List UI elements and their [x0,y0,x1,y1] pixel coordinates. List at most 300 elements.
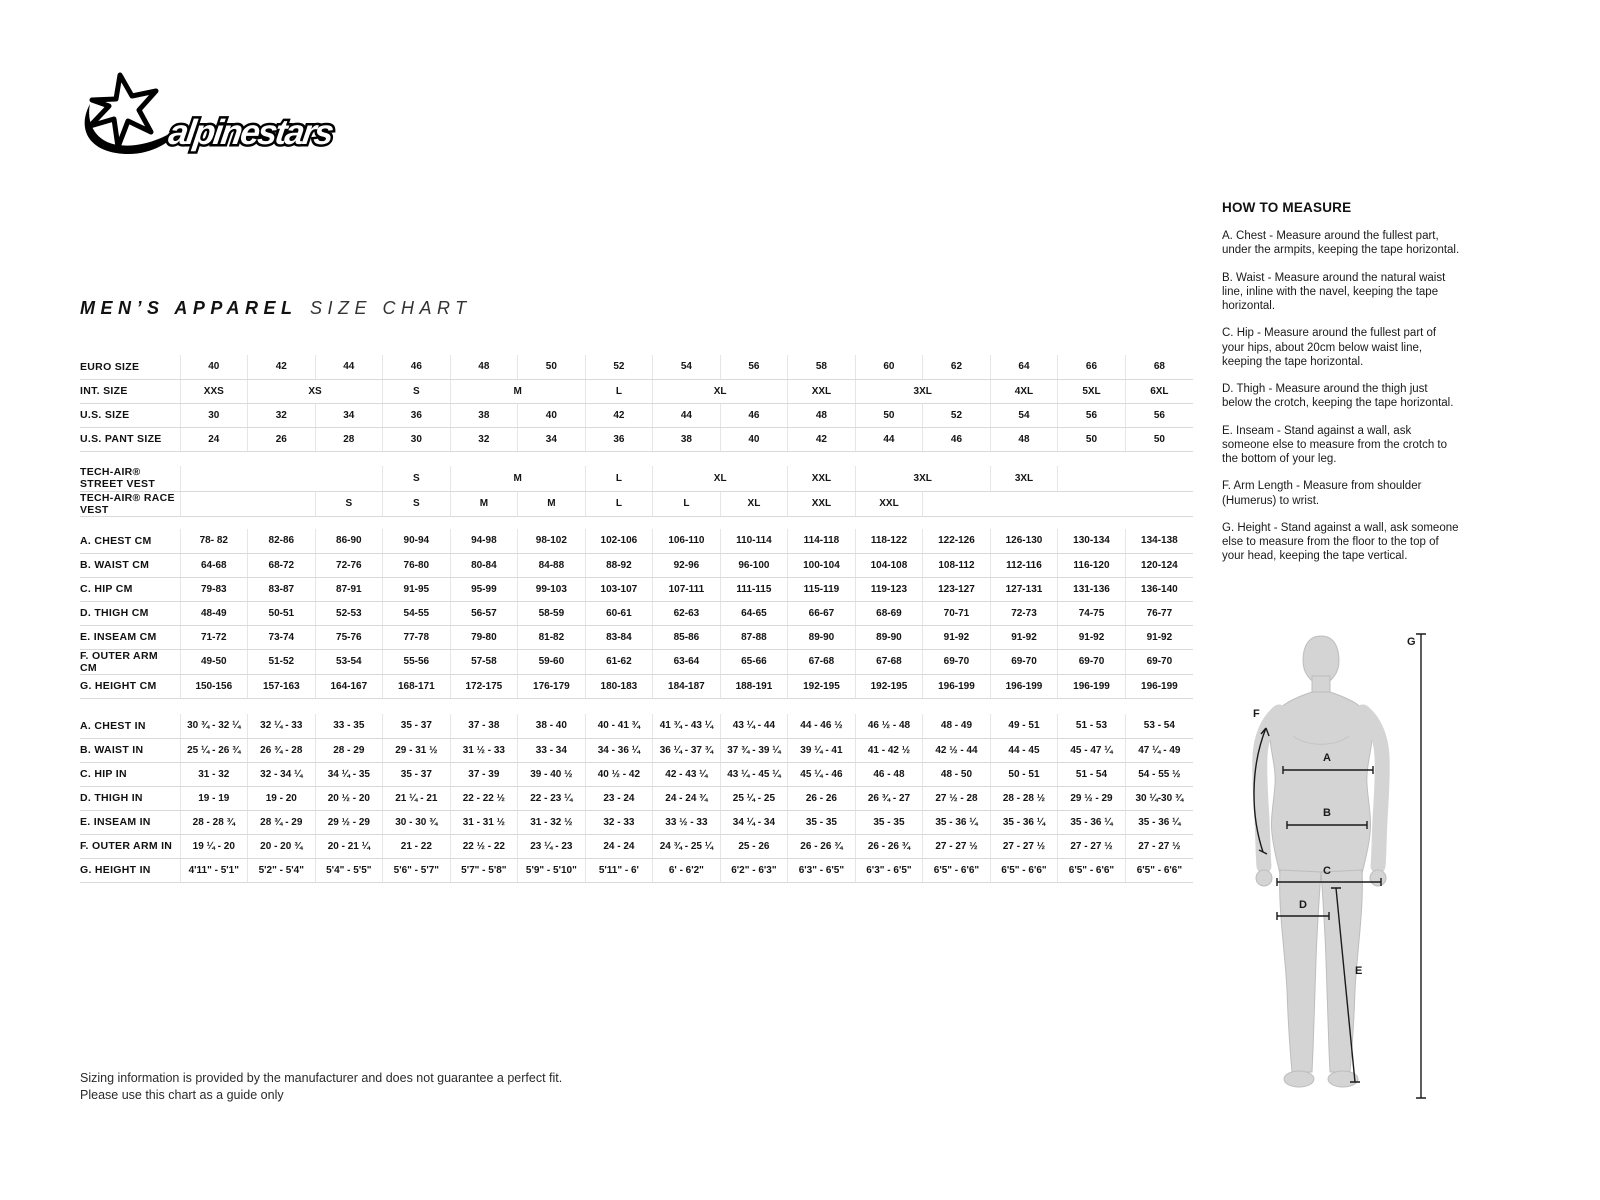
size-cell: 89-90 [855,625,923,649]
size-cell: 46 - 48 [855,762,923,786]
size-cell: 32 ¼ - 33 [248,714,316,738]
size-cell: 30 ¼-30 ¾ [1125,786,1193,810]
size-cell: 5'9" - 5'10" [518,858,586,882]
size-cell: 30 [180,403,248,427]
size-cell: 48 [788,403,856,427]
size-cell: M [450,379,585,403]
size-cell: 49 - 51 [990,714,1058,738]
size-cell: 36 [383,403,451,427]
size-cell: 164-167 [315,674,383,698]
size-cell: 35 - 36 ¼ [923,810,991,834]
row-label: E. INSEAM IN [80,810,180,834]
size-cell: 56-57 [450,601,518,625]
label-height: G [1407,636,1416,648]
size-cell: 102-106 [585,529,653,553]
empty-cell [923,491,1193,516]
size-cell: 64-65 [720,601,788,625]
wordmark [166,113,336,152]
size-cell: 6'5" - 6'6" [1125,858,1193,882]
size-cell: 33 ½ - 33 [653,810,721,834]
size-cell: 72-76 [315,553,383,577]
size-cell: 46 [923,427,991,451]
size-cell: 69-70 [990,649,1058,674]
size-cell: 126-130 [990,529,1058,553]
table-row [80,649,1193,674]
size-cell: 42 [788,427,856,451]
label-arm: F [1253,708,1260,720]
size-cell: 80-84 [450,553,518,577]
disclaimer [80,1070,562,1104]
size-cell: 28 - 29 [315,738,383,762]
size-cell: XXL [788,466,856,491]
size-cell: 107-111 [653,577,721,601]
row-label: TECH-AIR® STREET VEST [80,466,180,491]
how-to-measure-heading: HOW TO MEASURE [1222,200,1352,215]
size-cell: 6' - 6'2" [653,858,721,882]
size-cell: 131-136 [1058,577,1126,601]
measure-instruction: D. Thigh - Measure around the thigh just below the crotch, keeping the tape horizontal. [1222,383,1454,410]
size-cell: 196-199 [990,674,1058,698]
size-cell: XXL [788,491,856,516]
size-cell: 65-66 [720,649,788,674]
size-cell: 6'5" - 6'6" [990,858,1058,882]
size-cell: 43 ¼ - 44 [720,714,788,738]
size-cell: 110-114 [720,529,788,553]
table-row [80,427,1193,451]
size-cell: 31 - 32 [180,762,248,786]
size-cell: L [585,466,653,491]
size-cell: 69-70 [1058,649,1126,674]
row-label: EURO SIZE [80,355,180,379]
size-cell: 35 - 35 [788,810,856,834]
measure-instruction: A. Chest - Measure around the fullest part, under the armpits, keeping the tape horizontal. [1222,230,1460,257]
size-cell: 114-118 [788,529,856,553]
size-cell: 19 - 19 [180,786,248,810]
row-label: D. THIGH IN [80,786,180,810]
measure-instruction: C. Hip - Measure around the fullest part of your hips, about 20cm below waist line, keeping the tape horizontal. [1222,327,1437,368]
size-cell: 92-96 [653,553,721,577]
size-cell: 39 ¼ - 41 [788,738,856,762]
size-cell: 111-115 [720,577,788,601]
size-cell: 27 ½ - 28 [923,786,991,810]
label-thigh: D [1299,899,1307,911]
size-cell: 70-71 [923,601,991,625]
size-cell: 60 [855,355,923,379]
size-cell: 54 [990,403,1058,427]
measure-instruction: G. Height - Stand against a wall, ask someone else to measure from the floor to the top of your head, keeping the tape vertical. [1222,521,1459,563]
size-cell: 6'3" - 6'5" [788,858,856,882]
size-cell: 73-74 [248,625,316,649]
size-cell: 50 [855,403,923,427]
size-cell: 81-82 [518,625,586,649]
size-cell: 56 [1125,403,1193,427]
size-cell: 52 [585,355,653,379]
size-cell: 58-59 [518,601,586,625]
size-cell: 99-103 [518,577,586,601]
size-cell: 33 - 34 [518,738,586,762]
size-cell: 119-123 [855,577,923,601]
size-cell: 68-69 [855,601,923,625]
size-cell: M [450,466,585,491]
size-cell: 52-53 [315,601,383,625]
table-row [80,379,1193,403]
size-cell: 3XL [990,466,1058,491]
size-cell: S [383,491,451,516]
size-cell: 48 [990,427,1058,451]
size-cell: 112-116 [990,553,1058,577]
row-label: G. HEIGHT CM [80,674,180,698]
size-cell: 37 - 38 [450,714,518,738]
size-cell: 50 [1058,427,1126,451]
size-cell: 46 ½ - 48 [855,714,923,738]
size-cell: 48 - 49 [923,714,991,738]
size-cell: XS [248,379,383,403]
size-cell: 91-92 [1125,625,1193,649]
size-cell: 44 - 46 ½ [788,714,856,738]
size-cell: 45 ¼ - 46 [788,762,856,786]
size-cell: 83-87 [248,577,316,601]
size-cell: 48 - 50 [923,762,991,786]
table-row [80,858,1193,882]
size-cell: 46 [383,355,451,379]
size-cell: 74-75 [1058,601,1126,625]
size-cell: 35 - 36 ¼ [1058,810,1126,834]
size-cell: 43 ¼ - 45 ¼ [720,762,788,786]
size-cell: 118-122 [855,529,923,553]
size-cell: 172-175 [450,674,518,698]
body-measurement-diagram [1233,620,1435,1114]
size-cell: 90-94 [383,529,451,553]
size-cell: 34 ¼ - 35 [315,762,383,786]
empty-cell [180,466,383,491]
table-row [80,601,1193,625]
size-cell: 30 - 30 ¾ [383,810,451,834]
row-label: F. OUTER ARM CM [80,649,180,674]
size-cell: 24 - 24 ¾ [653,786,721,810]
how-to-measure-panel [1222,200,1460,577]
size-cell: 50 - 51 [990,762,1058,786]
size-cell: 83-84 [585,625,653,649]
size-cell: 88-92 [585,553,653,577]
measure-instructions [1222,229,1460,564]
size-cell: 23 - 24 [585,786,653,810]
size-cell: 22 - 23 ¼ [518,786,586,810]
label-hip: C [1323,865,1331,877]
row-label: A. CHEST IN [80,714,180,738]
size-cell: 6'3" - 6'5" [855,858,923,882]
row-label: B. WAIST CM [80,553,180,577]
size-cell: 53-54 [315,649,383,674]
size-cell: 115-119 [788,577,856,601]
size-cell: 26 [248,427,316,451]
size-cell: 5XL [1058,379,1126,403]
male-silhouette [1256,636,1386,1087]
size-cell: 55-56 [383,649,451,674]
size-cell: 196-199 [1125,674,1193,698]
row-label: B. WAIST IN [80,738,180,762]
size-cell: 53 - 54 [1125,714,1193,738]
size-cell: 64-68 [180,553,248,577]
size-cell: XXS [180,379,248,403]
size-cell: 157-163 [248,674,316,698]
size-cell: 36 ¼ - 37 ¾ [653,738,721,762]
size-cell: XL [653,466,788,491]
size-cell: 42 - 43 ¼ [653,762,721,786]
size-cell: 27 - 27 ½ [990,834,1058,858]
size-cell: 54 - 55 ½ [1125,762,1193,786]
size-cell: 37 ¾ - 39 ¼ [720,738,788,762]
size-cell: 95-99 [450,577,518,601]
measurements-inches-table [80,714,1193,883]
size-cell: 91-92 [923,625,991,649]
size-cell: 20 ½ - 20 [315,786,383,810]
size-cell: 106-110 [653,529,721,553]
size-cell: 50 [1125,427,1193,451]
row-label: E. INSEAM CM [80,625,180,649]
size-cell: 87-88 [720,625,788,649]
size-cell: 40 [180,355,248,379]
size-cell: 50 [518,355,586,379]
size-cell: 134-138 [1125,529,1193,553]
size-cell: 100-104 [788,553,856,577]
size-cell: 86-90 [315,529,383,553]
size-cell: 122-126 [923,529,991,553]
size-cell: 67-68 [855,649,923,674]
size-cell: 34 [518,427,586,451]
size-cell: 29 ½ - 29 [315,810,383,834]
size-cell: 35 - 36 ¼ [990,810,1058,834]
size-cell: 31 - 32 ½ [518,810,586,834]
size-cell: 31 - 31 ½ [450,810,518,834]
size-cell: 82-86 [248,529,316,553]
size-cell: 27 - 27 ½ [1125,834,1193,858]
size-cell: 68-72 [248,553,316,577]
table-row [80,553,1193,577]
size-cell: 34 - 36 ¼ [585,738,653,762]
size-cell: 196-199 [1058,674,1126,698]
size-cell: 72-73 [990,601,1058,625]
size-cell: 136-140 [1125,577,1193,601]
size-cell: 21 ¼ - 21 [383,786,451,810]
size-cell: L [585,491,653,516]
size-cell: 39 - 40 ½ [518,762,586,786]
size-cell: 38 [450,403,518,427]
size-cell: 62-63 [653,601,721,625]
size-cell: 26 - 26 ¾ [855,834,923,858]
measure-instruction: F. Arm Length - Measure from shoulder (Humerus) to wrist. [1222,480,1422,507]
size-cell: 50-51 [248,601,316,625]
size-cell: M [518,491,586,516]
size-cell: 31 ½ - 33 [450,738,518,762]
size-cell: 30 ¾ - 32 ¼ [180,714,248,738]
size-cell: M [450,491,518,516]
size-cell: 35 - 37 [383,762,451,786]
size-cell: 26 ¾ - 28 [248,738,316,762]
size-cell: S [383,466,451,491]
size-cell: 54 [653,355,721,379]
disclaimer-line-2: Please use this chart as a guide only [80,1087,284,1102]
size-cell: 44 - 45 [990,738,1058,762]
size-cell: 6'5" - 6'6" [923,858,991,882]
size-cell: 34 ¼ - 34 [720,810,788,834]
size-cell: 176-179 [518,674,586,698]
size-cell: 75-76 [315,625,383,649]
size-cell: 180-183 [585,674,653,698]
size-cell: 188-191 [720,674,788,698]
table-row [80,577,1193,601]
size-cell: 40 - 41 ¾ [585,714,653,738]
size-cell: 38 - 40 [518,714,586,738]
table-row [80,355,1193,379]
size-cell: 44 [653,403,721,427]
size-cell: 26 ¾ - 27 [855,786,923,810]
table-row [80,786,1193,810]
size-cell: 79-83 [180,577,248,601]
size-cell: 76-77 [1125,601,1193,625]
size-cell: 108-112 [923,553,991,577]
size-cell: L [585,379,653,403]
size-cell: 40 [720,427,788,451]
size-cell: 3XL [855,466,990,491]
size-cell: 34 [315,403,383,427]
row-label: C. HIP CM [80,577,180,601]
size-cell: 52 [923,403,991,427]
size-cell: 32 [450,427,518,451]
size-cell: 84-88 [518,553,586,577]
size-cell: 5'2" - 5'4" [248,858,316,882]
size-cell: XL [720,491,788,516]
size-cell: 29 - 31 ½ [383,738,451,762]
row-label: U.S. SIZE [80,403,180,427]
size-cell: 123-127 [923,577,991,601]
row-label: C. HIP IN [80,762,180,786]
table-row [80,762,1193,786]
size-cell: 28 - 28 ¾ [180,810,248,834]
size-cell: 78- 82 [180,529,248,553]
size-cell: 36 [585,427,653,451]
size-cell: 42 ½ - 44 [923,738,991,762]
size-cell: 40 ½ - 42 [585,762,653,786]
measurements-cm-table [80,529,1193,699]
size-cell: 104-108 [855,553,923,577]
size-cell: 57-58 [450,649,518,674]
table-row [80,491,1193,516]
size-cell: 196-199 [923,674,991,698]
euro-int-us-size-table [80,355,1193,452]
size-cell: 45 - 47 ¼ [1058,738,1126,762]
table-row [80,625,1193,649]
size-cell: 5'11" - 6' [585,858,653,882]
row-label: D. THIGH CM [80,601,180,625]
table-row [80,714,1193,738]
size-cell: 5'6" - 5'7" [383,858,451,882]
size-cell: 192-195 [855,674,923,698]
size-cell: 28 - 28 ½ [990,786,1058,810]
size-cell: 47 ¼ - 49 [1125,738,1193,762]
size-cell: 64 [990,355,1058,379]
size-cell: 116-120 [1058,553,1126,577]
table-row [80,466,1193,491]
size-cell: 89-90 [788,625,856,649]
size-cell: 94-98 [450,529,518,553]
size-cell: 41 ¾ - 43 ¼ [653,714,721,738]
row-label: G. HEIGHT IN [80,858,180,882]
table-row [80,403,1193,427]
size-cell: 49-50 [180,649,248,674]
size-cell: 26 - 26 ¾ [788,834,856,858]
size-cell: 150-156 [180,674,248,698]
size-cell: 28 ¾ - 29 [248,810,316,834]
size-cell: 56 [1058,403,1126,427]
size-cell: 24 - 24 [585,834,653,858]
size-cell: 184-187 [653,674,721,698]
size-cell: 3XL [855,379,990,403]
size-cell: 23 ¼ - 23 [518,834,586,858]
size-cell: 32 - 33 [585,810,653,834]
size-cell: 44 [315,355,383,379]
size-cell: 25 ¼ - 25 [720,786,788,810]
size-cell: 192-195 [788,674,856,698]
size-cell: 60-61 [585,601,653,625]
size-cell: 30 [383,427,451,451]
size-cell: 24 [180,427,248,451]
table-row [80,738,1193,762]
size-cell: 44 [855,427,923,451]
label-chest: A [1323,752,1331,764]
size-cell: 68 [1125,355,1193,379]
size-cell: S [383,379,451,403]
size-cell: 51 - 54 [1058,762,1126,786]
size-cell: 33 - 35 [315,714,383,738]
size-cell: 20 - 21 ¼ [315,834,383,858]
measure-instruction: B. Waist - Measure around the natural waist line, inline with the navel, keeping the tape horizontal. [1222,271,1446,312]
size-cell: 37 - 39 [450,762,518,786]
size-cell: 40 [518,403,586,427]
size-cell: 66-67 [788,601,856,625]
size-cell: 25 - 26 [720,834,788,858]
size-cell: 168-171 [383,674,451,698]
alpinestars-logo [78,68,358,168]
size-cell: 79-80 [450,625,518,649]
table-row [80,810,1193,834]
size-cell: 91-95 [383,577,451,601]
size-cell: 25 ¼ - 26 ¾ [180,738,248,762]
size-cell: 54-55 [383,601,451,625]
size-cell: 5'4" - 5'5" [315,858,383,882]
table-row [80,529,1193,553]
size-cell: 29 ½ - 29 [1058,786,1126,810]
size-cell: 27 - 27 ½ [923,834,991,858]
size-cell: 87-91 [315,577,383,601]
size-cell: 26 - 26 [788,786,856,810]
size-cell: 69-70 [1125,649,1193,674]
size-cell: 4'11" - 5'1" [180,858,248,882]
page-title [80,298,472,319]
size-cell: 98-102 [518,529,586,553]
size-cell: 32 [248,403,316,427]
label-inseam: E [1355,965,1363,977]
size-cell: 96-100 [720,553,788,577]
size-cell: 20 - 20 ¾ [248,834,316,858]
size-cell: 6'2" - 6'3" [720,858,788,882]
svg-text:alpinestars: alpinestars [166,113,335,152]
size-cell: 22 ½ - 22 [450,834,518,858]
size-cell: 35 - 35 [855,810,923,834]
size-cell: 28 [315,427,383,451]
empty-cell [1058,466,1193,491]
size-cell: 59-60 [518,649,586,674]
page-title-main: MEN’S APPAREL [80,298,298,318]
